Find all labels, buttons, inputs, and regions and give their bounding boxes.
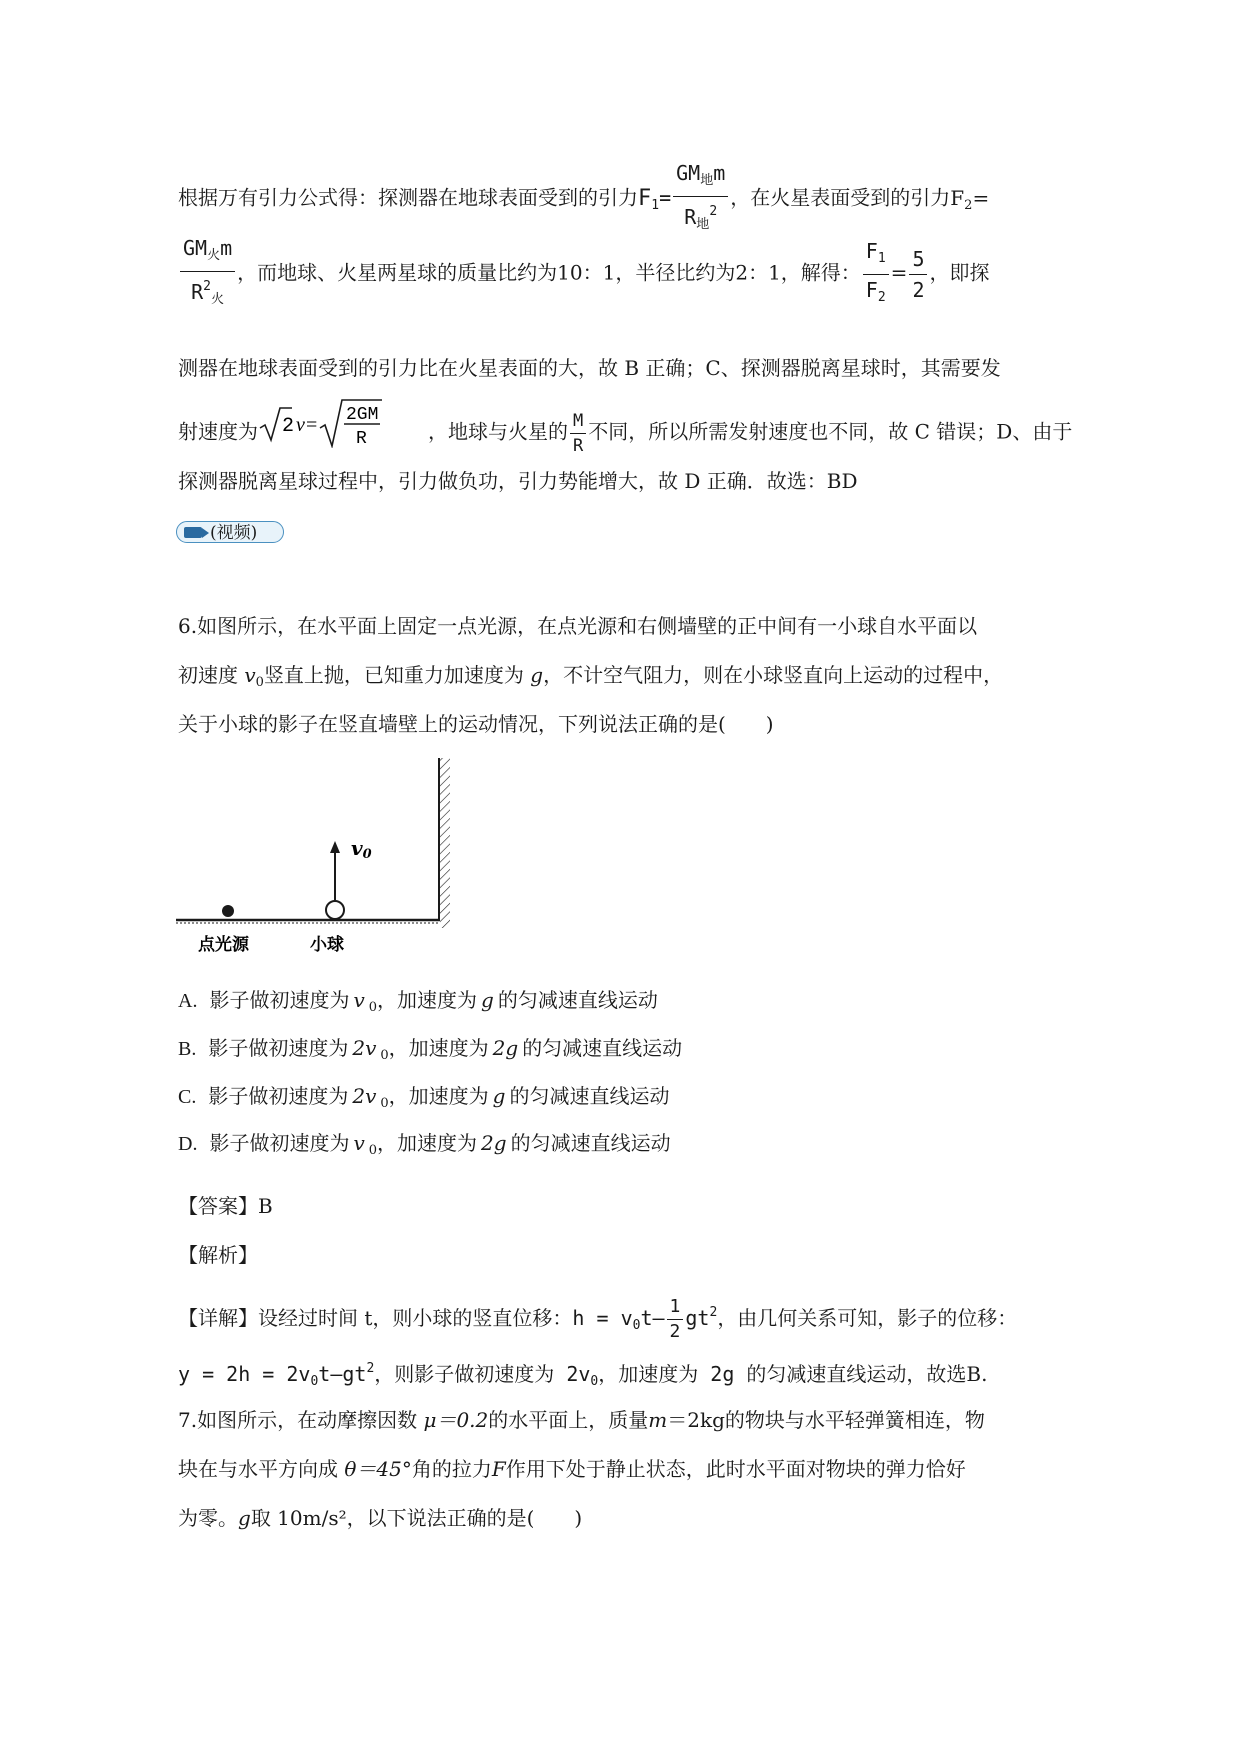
formula-mars-gravity: $\frac{GM_火m}{R^2_火}$ <box>180 235 235 313</box>
formula-escape-speed <box>258 398 428 468</box>
point-light-source <box>222 905 234 917</box>
q7-stem-line-1: 7.如图所示，在动摩擦因数 μ＝0.2的水平面上，质量m＝2kg的物块与水平轻弹簧相连，物 <box>178 1408 985 1432</box>
svg-text:2GM: 2GM <box>346 405 379 425</box>
v0-label: v0 <box>351 836 372 862</box>
formula-five-halves: $\frac{5}{2}$ <box>909 246 927 303</box>
q6-analysis-heading: 【解析】 <box>178 1243 258 1267</box>
formula-earth-gravity: $\frac{GM_地m}{R_地^2}$ <box>673 160 728 238</box>
p5-line-3: 测器在地球表面受到的引力比在火星表面的大，故 B 正确；C、探测器脱离星球时，其需要发 <box>178 356 1001 380</box>
p5-line-4: 射速度为 2 v = 2GM R ，地球与火星的 $\frac{M}{R}$ 不同，所以所需发射速度也不同，故 C 错误；D、由于 <box>178 398 1072 452</box>
svg-text:v: v <box>296 414 305 436</box>
video-link[interactable]: (视频) <box>176 521 284 543</box>
velocity-arrow-head <box>330 841 340 853</box>
ball <box>326 901 344 919</box>
ball-label: 小球 <box>310 935 344 955</box>
q6-stem-line-2: 初速度 $v_0$竖直上抛，已知重力加速度为 g，不计空气阻力，则在小球竖直向上运动的过程中， <box>178 663 1004 690</box>
q6-option-a[interactable]: A. 影子做初速度为 v $_0$，加速度为 g 的匀减速直线运动 <box>178 988 658 1015</box>
q6-stem-line-1: 6.如图所示，在水平面上固定一点光源，在点光源和右侧墙壁的正中间有一小球自水平面以 <box>178 614 978 638</box>
svg-text:=: = <box>306 414 318 436</box>
p5-line-2: $\frac{GM_火m}{R^2_火}$ ，而地球、火星两星球的质量比约为10：1，半径比约为2：1，解得： $\frac{F_1}{F_2}$ = $\frac{5}{2}$ ，即探 <box>178 235 989 297</box>
light-source-label: 点光源 <box>198 935 249 955</box>
video-camera-icon <box>184 527 202 538</box>
q6-detail-line-1: 【详解】设经过时间 t，则小球的竖直位移：$h = v_0t-$ $\frac{1}{2}$ $gt^2$，由几何关系可知，影子的位移： <box>178 1296 1018 1342</box>
q7-stem-line-2: 块在与水平方向成 θ＝45°角的拉力F作用下处于静止状态，此时水平面对物块的弹力恰好 <box>178 1457 966 1481</box>
q7-stem-line-3: 为零。g取 10m/s²，以下说法正确的是( ) <box>178 1506 583 1530</box>
q6-option-d[interactable]: D. 影子做初速度为 v $_0$，加速度为 2g 的匀减速直线运动 <box>178 1131 671 1158</box>
wall-hatch <box>440 758 450 928</box>
p5-line-1: 根据万有引力公式得：探测器在地球表面受到的引力$F_1=$ $\frac{GM_地m}{R_地^2}$ ，在火星表面受到的引力$F_2=$ <box>178 160 989 216</box>
q6-stem-line-3: 关于小球的影子在竖直墙壁上的运动情况，下列说法正确的是( ) <box>178 712 774 736</box>
q6-detail-line-2: $y = 2h = 2v_0t-gt^2$，则影子做初速度为 $2v_0$，加速度为 2g 的匀减速直线运动，故选B. <box>178 1361 988 1389</box>
q6-option-b[interactable]: B. 影子做初速度为 2v $_0$，加速度为 2g 的匀减速直线运动 <box>178 1036 683 1063</box>
formula-half: $\frac{1}{2}$ <box>667 1297 684 1342</box>
p5-line-5: 探测器脱离星球过程中，引力做负功，引力势能增大，故 D 正确．故选：BD <box>178 469 858 493</box>
q6-option-c[interactable]: C. 影子做初速度为 2v $_0$，加速度为 g 的匀减速直线运动 <box>178 1084 670 1111</box>
q6-answer: 【答案】B <box>178 1194 273 1218</box>
q6-figure <box>170 750 460 960</box>
formula-ratio: $\frac{F_1}{F_2}$ <box>863 238 889 311</box>
formula-m-over-r: $\frac{M}{R}$ <box>570 411 586 456</box>
svg-text:2: 2 <box>282 415 295 438</box>
svg-text:R: R <box>356 429 367 448</box>
